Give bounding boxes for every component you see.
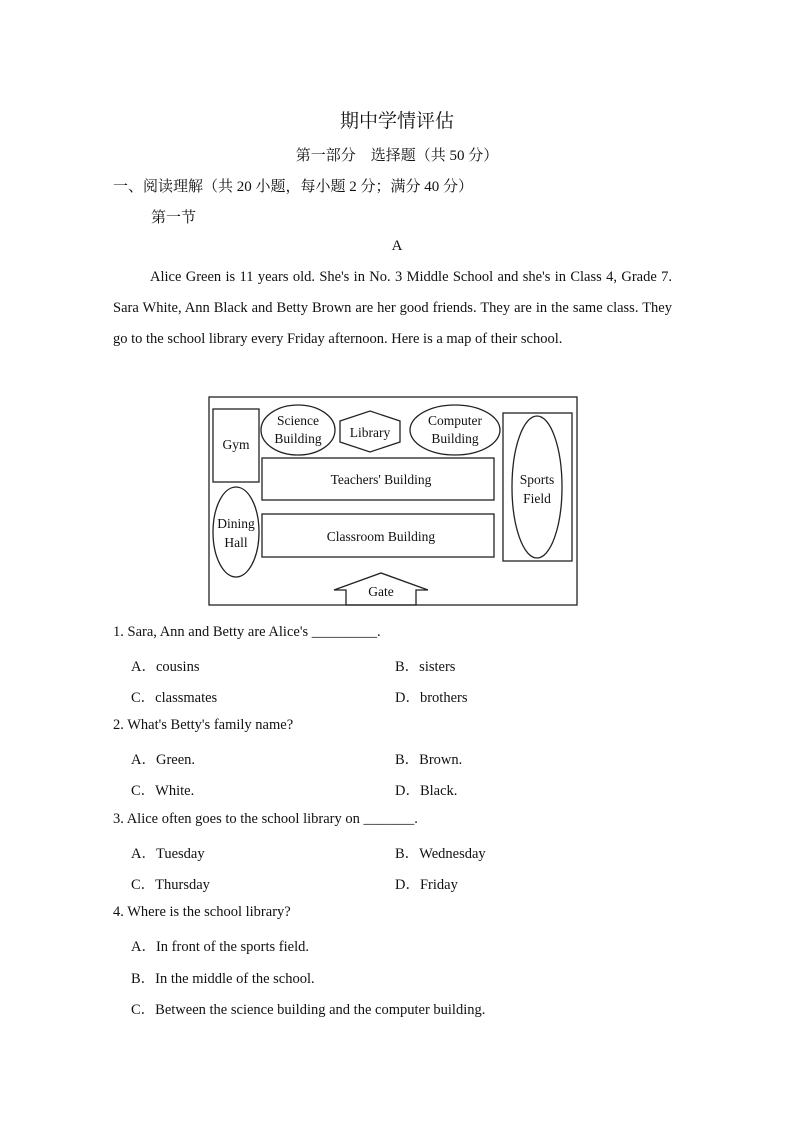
page-title: 期中学情评估 bbox=[339, 111, 454, 132]
question-3-stem: 3. Alice often goes to the school library on _______. bbox=[113, 811, 418, 827]
map-label-computer-2: Building bbox=[431, 431, 479, 446]
question-3-option-c: C．Thursday bbox=[131, 877, 210, 893]
subsection-heading: 第一节 bbox=[151, 210, 197, 226]
map-label-science-2: Building bbox=[274, 431, 322, 446]
passage-label: A bbox=[391, 238, 403, 254]
map-label-dining-1: Dining bbox=[217, 516, 255, 531]
map-label-gate: Gate bbox=[368, 584, 394, 599]
question-2-option-b: B．Brown. bbox=[395, 752, 463, 768]
map-label-sports-1: Sports bbox=[519, 472, 555, 487]
map-label-dining-2: Hall bbox=[224, 535, 248, 550]
question-2-option-a: A．Green. bbox=[131, 752, 196, 768]
question-4-option-c: C．Between the science building and the computer building. bbox=[131, 1002, 486, 1018]
section-heading: 一、阅读理解（共 20 小题，每小题 2 分；满分 40 分） bbox=[113, 179, 474, 195]
passage-body: Alice Green is 11 years old. She's in No. 3 Middle School and she's in Class 4, Grade 7. Sara White, Ann Black and Betty Brown are her good friends. They are in the same class. They go to the school library every Friday afternoon. Here is a map of their school. bbox=[113, 269, 672, 347]
question-1-option-a: A．cousins bbox=[131, 659, 200, 675]
question-1-stem: 1. Sara, Ann and Betty are Alice's _________. bbox=[113, 624, 381, 640]
question-1-option-d: D．brothers bbox=[395, 690, 468, 706]
map-outline bbox=[209, 397, 577, 605]
map-label-science-1: Science bbox=[277, 413, 319, 428]
question-2-option-d: D．Black. bbox=[395, 783, 458, 799]
part-heading: 第一部分 选择题（共 50 分） bbox=[295, 148, 499, 164]
map-label-teachers: Teachers' Building bbox=[330, 472, 432, 487]
map-label-classroom: Classroom Building bbox=[326, 529, 436, 544]
question-4-option-b: B．In the middle of the school. bbox=[131, 971, 315, 987]
question-3-option-a: A．Tuesday bbox=[131, 846, 205, 862]
map-label-computer-1: Computer bbox=[428, 413, 482, 428]
question-2-stem: 2. What's Betty's family name? bbox=[113, 717, 294, 733]
question-1-option-b: B．sisters bbox=[395, 659, 456, 675]
sports-field-oval bbox=[512, 416, 562, 558]
dining-hall-oval bbox=[213, 487, 259, 577]
question-3-option-d: D．Friday bbox=[395, 877, 458, 893]
question-4-option-a: A．In front of the sports field. bbox=[131, 939, 309, 955]
map-label-sports-2: Field bbox=[523, 491, 551, 506]
question-3-option-b: B．Wednesday bbox=[395, 846, 486, 862]
map-label-gym: Gym bbox=[222, 437, 250, 452]
question-2-option-c: C．White. bbox=[131, 783, 195, 799]
map-label-library: Library bbox=[349, 425, 391, 440]
question-4-stem: 4. Where is the school library? bbox=[113, 904, 291, 920]
question-1-option-c: C．classmates bbox=[131, 690, 218, 706]
